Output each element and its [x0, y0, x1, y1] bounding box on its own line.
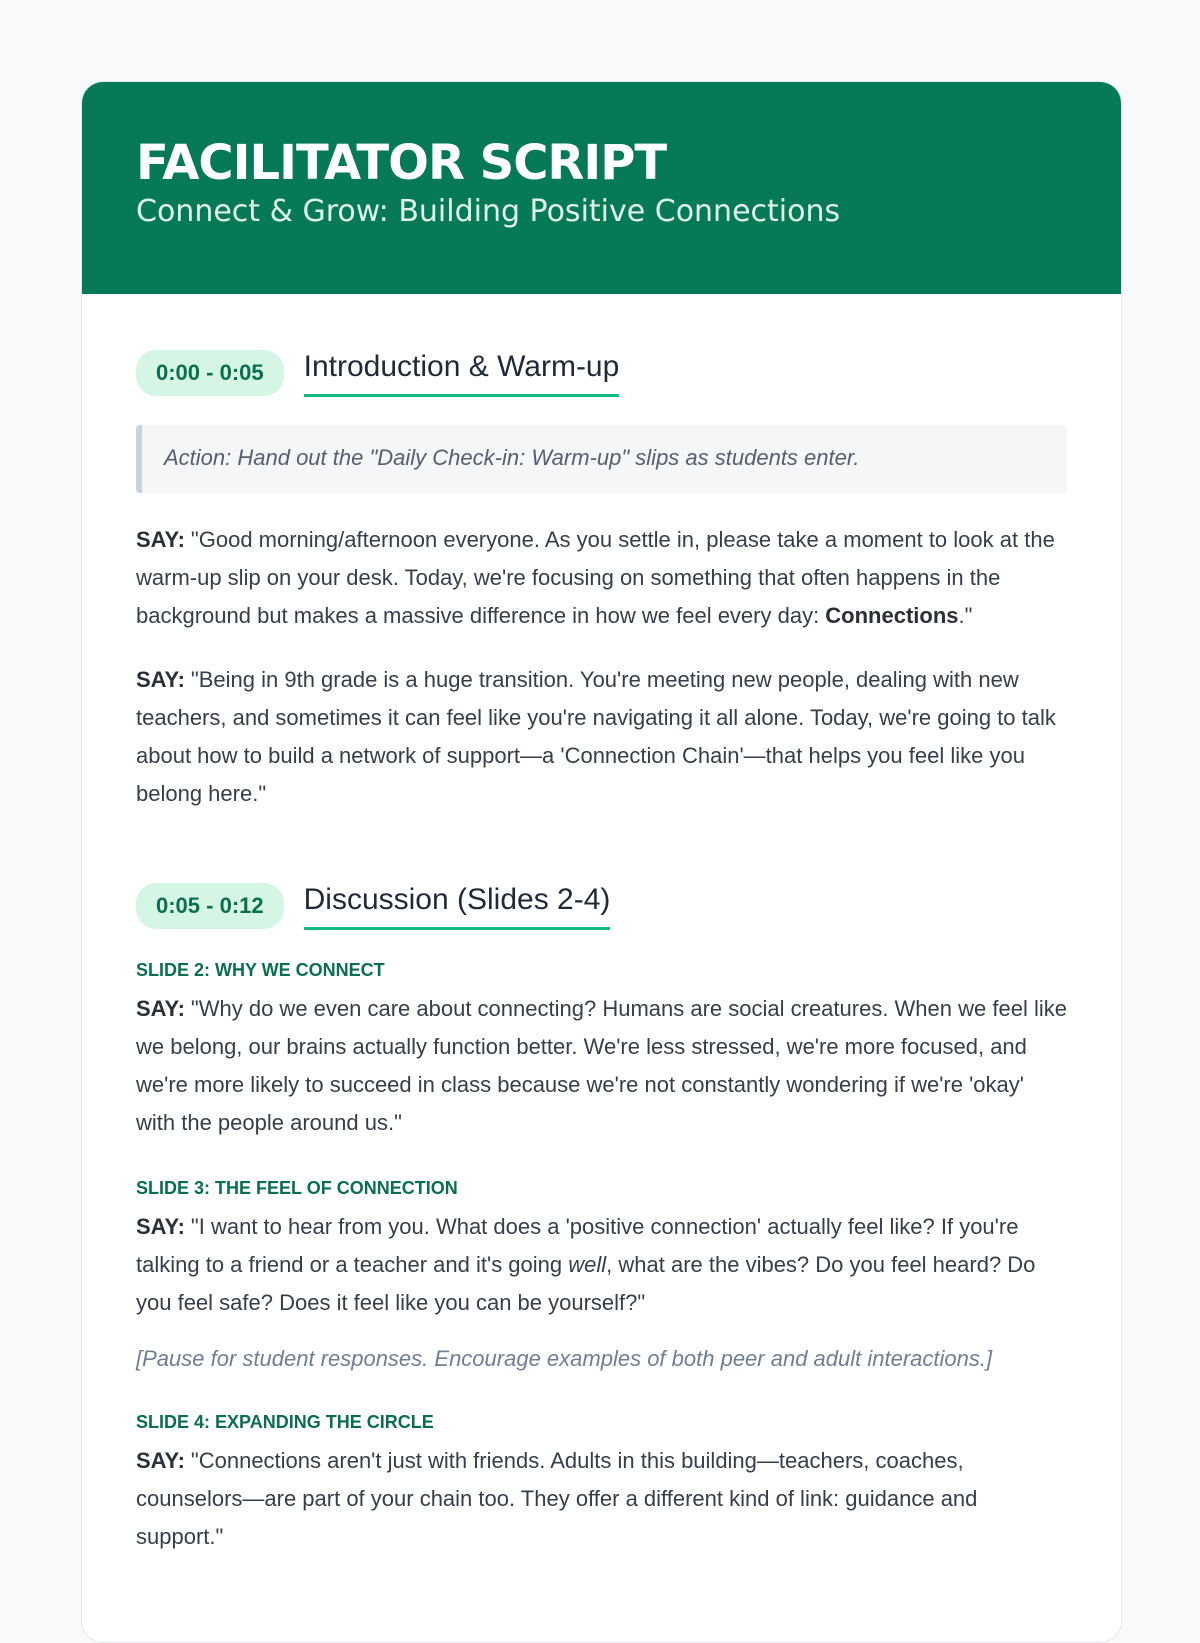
say-label: SAY: [136, 996, 185, 1021]
script-text: "Connections aren't just with friends. Adults in this building—teachers, coaches, counselors—are part of your chain too. They offer a different kind of link: guidance and support." [136, 1448, 978, 1549]
section-title: Introduction & Warm-up [304, 348, 620, 397]
time-badge: 0:00 - 0:05 [136, 350, 284, 396]
slide-heading: SLIDE 3: THE FEEL OF CONNECTION [136, 1178, 458, 1198]
section-title: Discussion (Slides 2-4) [304, 881, 611, 930]
pause-note: [Pause for student responses. Encourage examples of both peer and adult interactions.] [136, 1346, 993, 1371]
script-text: ." [958, 603, 973, 628]
slide-2-block [136, 958, 1067, 1142]
emphasized-text: well [568, 1252, 607, 1277]
script-paragraph [136, 1442, 1067, 1556]
script-paragraph [136, 661, 1067, 813]
say-label: SAY: [136, 1448, 185, 1473]
script-header [82, 82, 1121, 294]
section-introduction [136, 348, 1067, 813]
script-text: "Being in 9th grade is a huge transition. You're meeting new people, dealing with new teachers, and sometimes it can feel like you're navigating it all alone. Today, we're going to talk about how to build a network of support—a 'Connection Chain'—that helps you feel like you belong here." [136, 667, 1056, 806]
slide-4-block [136, 1410, 1067, 1556]
emphasized-text: Connections [825, 603, 959, 628]
script-text: "I want to hear from you. What does a 'positive connection' actually feel like? If you're talking to a friend or a teacher and it's going [136, 1214, 1019, 1277]
script-text: "Why do we even care about connecting? Humans are social creatures. When we feel like we belong, our brains actually function better. We're less stressed, we're more focused, and we're more likely to succeed in class because we're not constantly wondering if we're 'okay' with the people around us." [136, 996, 1067, 1135]
say-label: SAY: [136, 1214, 185, 1239]
say-label: SAY: [136, 527, 185, 552]
script-paragraph [136, 990, 1067, 1142]
script-text: "Good morning/afternoon everyone. As you settle in, please take a moment to look at the warm-up slip on your desk. Today, we're focusing on something that often happens in the background but makes a massive difference in how we feel every day: [136, 527, 1055, 628]
script-content [82, 294, 1121, 1556]
script-text: , what are the vibes? Do you feel heard? Do you feel safe? Does it feel like you can be yourself?" [136, 1252, 1036, 1315]
section-heading-row [136, 348, 1067, 397]
page-title: FACILITATOR SCRIPT [136, 135, 667, 191]
section-heading-row [136, 881, 1067, 930]
slide-heading: SLIDE 2: WHY WE CONNECT [136, 960, 385, 980]
slide-heading: SLIDE 4: EXPANDING THE CIRCLE [136, 1412, 434, 1432]
slide-3-block [136, 1176, 1067, 1376]
page-subtitle: Connect & Grow: Building Positive Connections [136, 194, 841, 229]
script-paragraph [136, 1208, 1067, 1322]
script-paragraph [136, 521, 1067, 635]
action-note: Action: Hand out the "Daily Check-in: Warm-up" slips as students enter. [136, 425, 1067, 493]
section-discussion [136, 881, 1067, 1556]
time-badge: 0:05 - 0:12 [136, 883, 284, 929]
facilitator-script-card [81, 81, 1122, 1643]
say-label: SAY: [136, 667, 185, 692]
